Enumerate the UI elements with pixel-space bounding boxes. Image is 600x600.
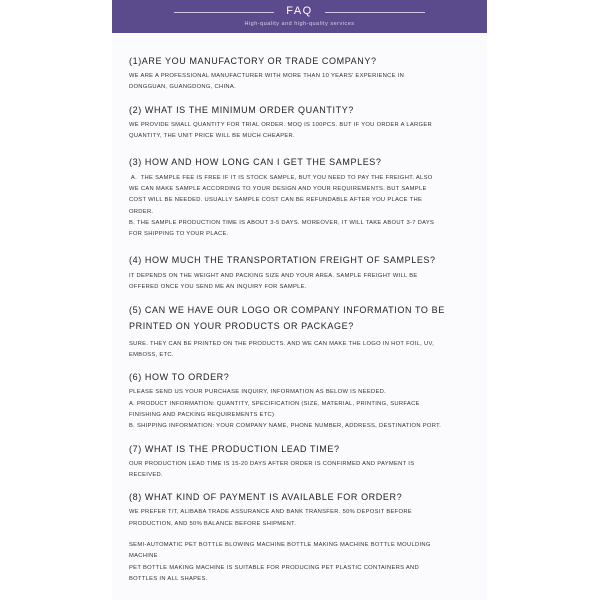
faq-item-7 bbox=[129, 443, 479, 482]
faq-question: (3) HOW AND HOW LONG CAN I GET THE SAMPLES? bbox=[129, 157, 382, 168]
faq-question: (5) CAN WE HAVE OUR LOGO OR COMPANY INFORMATION TO BE PRINTED ON YOUR PRODUCTS OR PACKAGE? bbox=[129, 305, 445, 331]
faq-answer: PLEASE SEND US YOUR PURCHASE INQUIRY, INFORMATION AS BELOW IS NEEDED. A. PRODUCT INFORMATION: QUANTITY, SPECIFICATION (SIZE, MATERIAL, PRINTING, SURFACE FINISHING AND PACKING REQUIREMENTS ETC) B. SHIPPING INFORMATION: YOUR COMPANY NAME, PHONE NUMBER, ADDRESS, DESTINATION PORT. bbox=[129, 389, 442, 430]
faq-question: (2) WHAT IS THE MINIMUM ORDER QUANTITY? bbox=[129, 104, 354, 115]
faq-answer: WE PROVIDE SMALL QUANTITY FOR TRIAL ORDER. MOQ IS 100PCS. BUT IF YOU ORDER A LARGER QUANTITY, THE UNIT PRICE WILL BE MUCH CHEAPER. bbox=[129, 121, 432, 140]
faq-list bbox=[129, 55, 479, 585]
faq-sheet bbox=[112, 0, 487, 600]
faq-question: (6) HOW TO ORDER? bbox=[129, 372, 230, 383]
faq-banner bbox=[112, 0, 487, 33]
page-subtitle: High-quality and high-quality services bbox=[244, 21, 355, 27]
faq-question: (8) WHAT KIND OF PAYMENT IS AVAILABLE FOR ORDER? bbox=[129, 492, 403, 503]
faq-item-1 bbox=[129, 55, 479, 94]
faq-item-3 bbox=[129, 156, 479, 240]
faq-answer: WE PREFER T/T, ALIBABA TRADE ASSURANCE AND BANK TRANSFER. 50% DEPOSIT BEFORE PRODUCTION, AND 50% BALANCE BEFORE SHIPMENT. bbox=[129, 509, 412, 527]
faq-item-4 bbox=[129, 254, 479, 293]
faq-item-5 bbox=[129, 303, 479, 361]
faq-question: (7) WHAT IS THE PRODUCTION LEAD TIME? bbox=[129, 443, 340, 454]
faq-answer: WE ARE A PROFESSIONAL MANUFACTURER WITH MORE THAN 10 YEARS' EXPERIENCE IN DONGGUAN, GUANGDONG, CHINA. bbox=[129, 73, 405, 91]
page-title: FAQ bbox=[286, 5, 313, 17]
faq-answer: OUR PRODUCTION LEAD TIME IS 15-20 DAYS AFTER ORDER IS CONFIRMED AND PAYMENT IS RECEIVED. bbox=[129, 460, 415, 478]
faq-item-8 bbox=[129, 491, 479, 530]
faq-item-2 bbox=[129, 104, 479, 143]
faq-answer: SURE. THEY CAN BE PRINTED ON THE PRODUCTS. AND WE CAN MAKE THE LOGO IN HOT FOIL, UV, EMBOSS, ETC. bbox=[129, 340, 435, 358]
faq-answer: IT DEPENDS ON THE WEIGHT AND PACKING SIZE AND YOUR AREA. SAMPLE FREIGHT WILL BE OFFERED ONCE YOU SEND ME AN INQUIRY FOR SAMPLE. bbox=[129, 272, 418, 290]
faq-answer: A. THE SAMPLE FEE IS FREE IF IT IS STOCK SAMPLE, BUT YOU NEED TO PAY THE FREIGHT. ALSO WE CAN MAKE SAMPLE ACCORDING TO YOUR DESIGN AND YOUR REQUIREMENTS. BUT SAMPLE COST WILL BE NEEDED. USUALLY SAMPLE COST CAN BE REFUNDABLE AFTER YOU PLACE THE ORDER. B. THE SAMPLE PRODUCTION TIME IS ABOUT 3-5 DAYS. MOREOVER, IT WILL TAKE ABOUT 3-7 DAYS FOR SHIPPING TO YOUR PLACE. bbox=[129, 174, 435, 238]
product-description: SEMI-AUTOMATIC PET BOTTLE BLOWING MACHINE BOTTLE MAKING MACHINE BOTTLE MOULDING MACHINE PET BOTTLE MAKING MACHINE IS SUITABLE FOR PRODUCING PET PLASTIC CONTAINERS AND BOTTLES IN ALL SHAPES. bbox=[129, 542, 431, 582]
faq-question: (1)ARE YOU MANUFACTORY OR TRADE COMPANY? bbox=[129, 56, 377, 66]
faq-question: (4) HOW MUCH THE TRANSPORTATION FREIGHT OF SAMPLES? bbox=[129, 255, 436, 266]
faq-item-6 bbox=[129, 371, 479, 432]
